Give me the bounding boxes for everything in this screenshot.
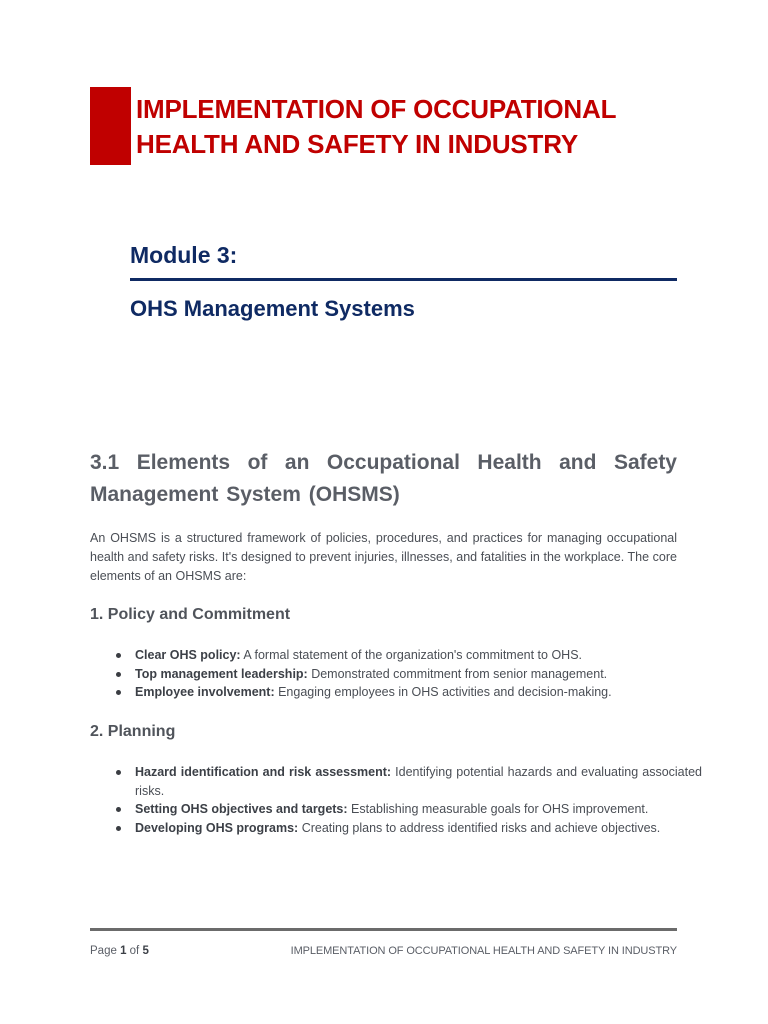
module-label: Module 3: [130, 242, 238, 268]
page-prefix: Page [90, 945, 121, 957]
list-item-term: Clear OHS policy: [135, 648, 241, 662]
list-item [135, 683, 702, 702]
document-title [136, 92, 696, 162]
document-title-line-2: HEALTH AND SAFETY IN INDUSTRY [136, 129, 578, 159]
section-heading: 3.1 Elements of an Occupational Health and Safety Management System (OHSMS) [90, 451, 677, 506]
footer-running-title: IMPLEMENTATION OF OCCUPATIONAL HEALTH AND SAFETY IN INDUSTRY [290, 945, 677, 957]
subsection-heading-policy: 1. Policy and Commitment [90, 606, 291, 623]
page-number [90, 943, 149, 959]
module-subtitle: OHS Management Systems [130, 296, 415, 321]
list-item [135, 819, 702, 838]
list-item-text: Identifying potential hazards and evaluating associated risks. [135, 765, 703, 798]
list-item-term: Hazard identification and risk assessment: [135, 765, 392, 779]
intro-paragraph: An OHSMS is a structured framework of policies, procedures, and practices for managing occupational health and safety risks. It's designed to prevent injuries, illnesses, and fatalities in the workplace. The core elements of an OHSMS are: [90, 531, 677, 583]
page-current: 1 [120, 945, 127, 957]
list-item-text: Engaging employees in OHS activities and decision-making. [274, 685, 612, 699]
planning-list [110, 763, 702, 837]
list-item [135, 763, 702, 800]
list-item [135, 800, 702, 819]
list-item-text: A formal statement of the organization's commitment to OHS. [240, 648, 583, 662]
subsection-heading-planning: 2. Planning [90, 723, 176, 740]
list-item-term: Developing OHS programs: [135, 820, 299, 835]
footer-divider [90, 928, 677, 931]
page-of: of [126, 945, 143, 957]
list-item-term: Setting OHS objectives and targets: [135, 802, 348, 816]
list-item-term: Employee involvement: [135, 685, 275, 699]
list-item [135, 646, 702, 665]
list-item-text: Creating plans to address identified risks and achieve objectives. [298, 820, 661, 835]
list-item-term: Top management leadership: [135, 666, 308, 681]
page-total: 5 [142, 945, 149, 957]
title-accent-bar [90, 87, 131, 165]
list-item [135, 665, 702, 684]
policy-list [110, 646, 702, 702]
list-item-text: Demonstrated commitment from senior management. [307, 666, 608, 681]
document-title-line-1: IMPLEMENTATION OF OCCUPATIONAL [136, 94, 617, 124]
module-divider [130, 278, 677, 281]
list-item-text: Establishing measurable goals for OHS improvement. [347, 802, 649, 816]
